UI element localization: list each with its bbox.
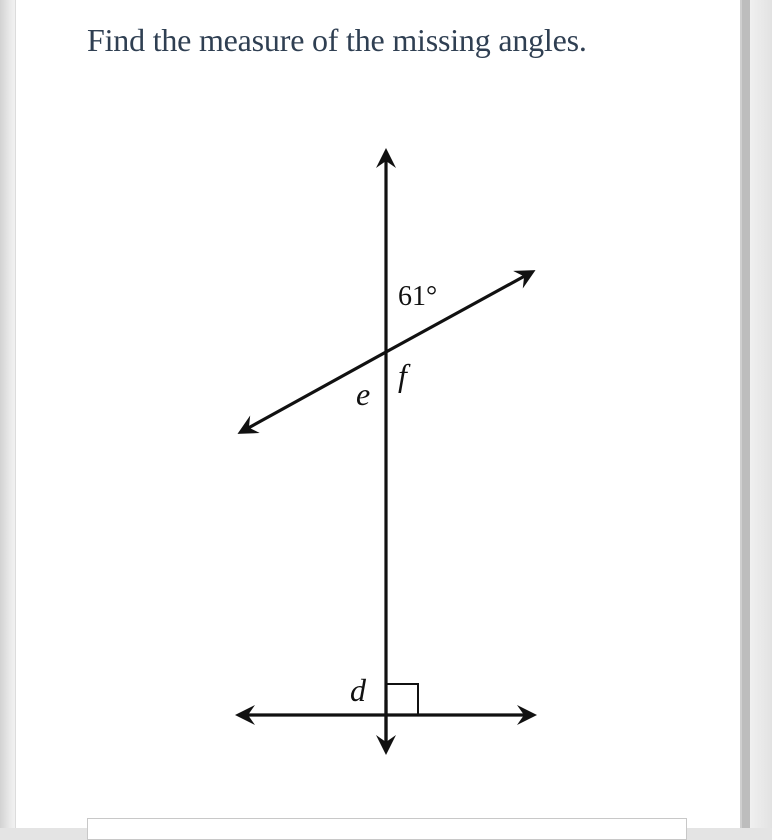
right-angle-marker <box>386 684 418 715</box>
given-angle-label: 61° <box>398 281 438 312</box>
question-prompt: Find the measure of the missing angles. <box>87 22 587 58</box>
angle-label-f: f <box>398 357 407 393</box>
answer-input[interactable] <box>87 818 687 840</box>
angle-label-d: d <box>350 672 366 708</box>
angle-label-e: e <box>356 376 371 412</box>
